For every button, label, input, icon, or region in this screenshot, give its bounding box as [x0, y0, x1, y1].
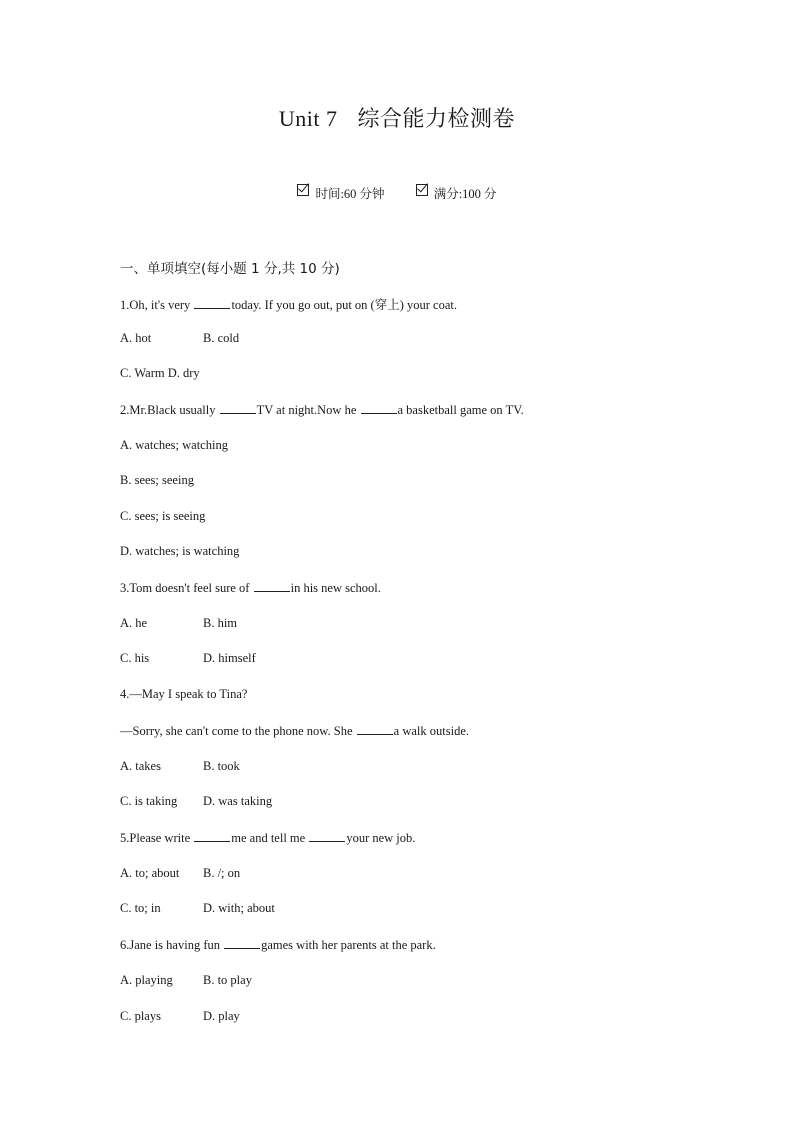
q4-option-a: A. takes [120, 759, 161, 773]
q5-options-row2 [120, 901, 275, 916]
q4-option-b: B. took [203, 759, 240, 773]
q2-option-a: A. watches; watching [120, 438, 228, 452]
question-2 [120, 402, 524, 418]
answer-blank [357, 723, 393, 735]
q4-text-before: —Sorry, she can't come to the phone now. She [120, 724, 356, 738]
q5-option-b: B. /; on [203, 866, 241, 880]
q1-text-after: today. If you go out, put on (穿上) your coat. [231, 298, 457, 312]
answer-blank [224, 937, 260, 949]
q1-options-row2: C. Warm D. dry [120, 366, 200, 380]
q1-option-b: B. cold [203, 331, 240, 345]
q5-option-a: A. to; about [120, 866, 180, 880]
answer-blank [309, 830, 345, 842]
q4-options-row2 [120, 794, 272, 809]
q6-text-after: games with her parents at the park. [261, 938, 436, 952]
time-text: 时间:60 分钟 [315, 187, 385, 201]
q6-options-row1 [120, 973, 252, 988]
q3-text-after: in his new school. [290, 581, 381, 595]
q6-option-a: A. playing [120, 973, 173, 987]
checkbox-icon [297, 184, 309, 196]
question-3 [120, 580, 381, 596]
answer-blank [361, 402, 397, 414]
question-6 [120, 937, 436, 953]
section-heading: 一、单项填空(每小题 1 分,共 10 分) [120, 261, 340, 277]
q1-option-a: A. hot [120, 331, 152, 345]
q5-text-2: me and tell me [231, 831, 309, 845]
q1-text-before: 1.Oh, it's very [120, 298, 194, 312]
q4-option-c: C. is taking [120, 794, 178, 808]
q5-options-row1 [120, 866, 240, 881]
q1-options-row1 [120, 331, 239, 346]
q4-text-after: a walk outside. [393, 724, 469, 738]
q2-option-c: C. sees; is seeing [120, 509, 206, 523]
q5-option-c: C. to; in [120, 901, 161, 915]
question-1 [120, 295, 457, 313]
q2-option-d: D. watches; is watching [120, 544, 240, 558]
q6-option-d: D. play [203, 1009, 240, 1023]
q4-option-d: D. was taking [203, 794, 273, 808]
q4-options-row1 [120, 759, 240, 774]
q3-options-row1 [120, 616, 237, 631]
q3-option-b: B. him [203, 616, 238, 630]
question-5 [120, 830, 415, 846]
q5-option-d: D. with; about [203, 901, 275, 915]
q3-option-c: C. his [120, 651, 150, 665]
q2-text-1: 2.Mr.Black usually [120, 403, 219, 417]
answer-blank [194, 830, 230, 842]
document-title [0, 102, 794, 133]
title-unit: Unit 7 [278, 106, 338, 131]
answer-blank [194, 297, 230, 309]
question-4: 4.—May I speak to Tina? [120, 687, 248, 701]
exam-meta [0, 184, 794, 202]
answer-blank [254, 580, 290, 592]
q5-text-1: 5.Please write [120, 831, 194, 845]
q3-text-before: 3.Tom doesn't feel sure of [120, 581, 253, 595]
q2-text-2: TV at night.Now he [256, 403, 360, 417]
q6-option-b: B. to play [203, 973, 252, 987]
q2-text-3: a basketball game on TV. [397, 403, 524, 417]
answer-blank [220, 402, 256, 414]
q5-text-3: your new job. [346, 831, 416, 845]
score-info [416, 184, 497, 202]
question-4-reply [120, 723, 469, 739]
q3-option-a: A. he [120, 616, 148, 630]
title-name: 综合能力检测卷 [357, 106, 516, 131]
checkbox-icon [416, 184, 428, 196]
q6-text-before: 6.Jane is having fun [120, 938, 224, 952]
q6-options-row2 [120, 1009, 240, 1024]
score-text: 满分:100 分 [433, 187, 497, 201]
q6-option-c: C. plays [120, 1009, 161, 1023]
q3-option-d: D. himself [203, 651, 256, 665]
time-info [297, 184, 384, 202]
q3-options-row2 [120, 651, 256, 666]
q2-option-b: B. sees; seeing [120, 473, 194, 487]
